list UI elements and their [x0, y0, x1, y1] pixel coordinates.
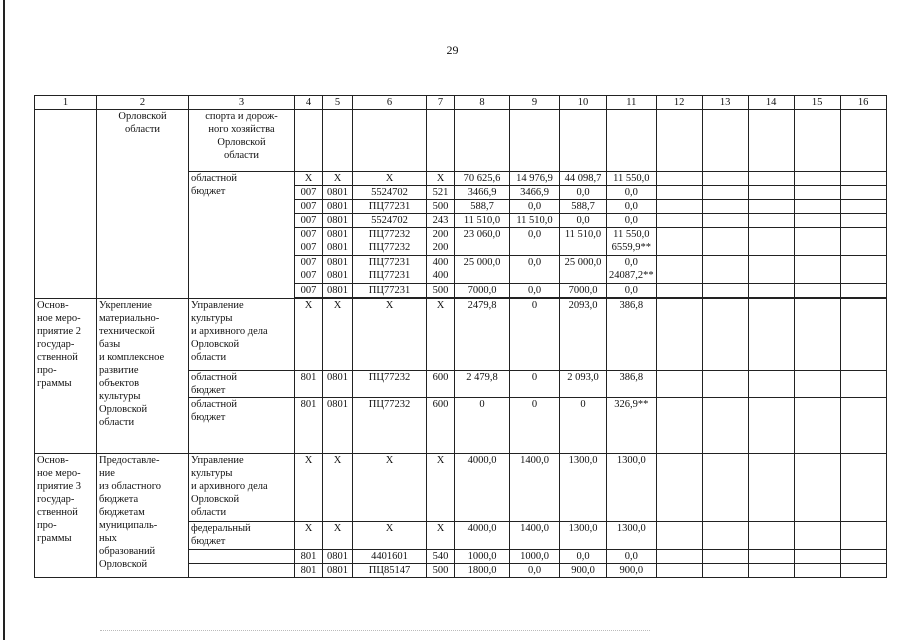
cell-c5: 0801: [323, 398, 353, 454]
empty-cell: [840, 214, 886, 228]
empty-cell: [656, 172, 702, 186]
cell-c5: 0801 0801: [323, 228, 353, 256]
cell-c6: Х: [353, 454, 427, 522]
cell-c10: 1300,0: [560, 522, 607, 550]
cell-c5: 0801: [323, 284, 353, 298]
empty-cell: [702, 398, 748, 454]
cell-col3: [189, 550, 295, 564]
column-header: 12: [656, 96, 702, 110]
cell-c4: 801: [295, 398, 323, 454]
empty-cell: [748, 371, 794, 398]
empty-cell: [794, 550, 840, 564]
table-header-row: [35, 96, 887, 110]
empty-cell: [656, 214, 702, 228]
empty-cell: [840, 454, 886, 522]
cell-col3: Управление культуры и архивного дела Орловской области: [189, 454, 295, 522]
cell-c8: 11 510,0: [455, 214, 510, 228]
empty-cell: [702, 228, 748, 256]
column-header: 16: [840, 96, 886, 110]
cell-c7: Х: [427, 454, 455, 522]
cell-c8: 7000,0: [455, 284, 510, 298]
page-edge-line: [3, 0, 5, 640]
cell-c9: 0: [510, 299, 560, 371]
empty-cell: [794, 371, 840, 398]
cell-c7: 600: [427, 398, 455, 454]
column-header: 4: [295, 96, 323, 110]
cell-c4: Х: [295, 299, 323, 371]
cell-c7: 500: [427, 200, 455, 214]
cell-c5: 0801: [323, 214, 353, 228]
empty-cell: [794, 522, 840, 550]
empty-cell: [840, 186, 886, 200]
cell-c6: ПЦ77231 ПЦ77231: [353, 256, 427, 284]
cell-c10: 7000,0: [560, 284, 607, 298]
empty-cell: [794, 214, 840, 228]
empty-cell: [656, 522, 702, 550]
scan-noise-line: [100, 630, 650, 632]
empty-cell: [840, 299, 886, 371]
empty-cell: [748, 454, 794, 522]
cell-c11: 0,0: [607, 284, 657, 298]
cell-c8: 588,7: [455, 200, 510, 214]
cell-c7: 521: [427, 186, 455, 200]
cell-c11: 1300,0: [607, 454, 657, 522]
empty-cell: [656, 299, 702, 371]
cell-c6: ПЦ77232: [353, 398, 427, 454]
column-header: 11: [607, 96, 657, 110]
cell-c11: 11 550,0: [607, 172, 657, 186]
cell-c4: Х: [295, 454, 323, 522]
cell-c5: Х: [323, 454, 353, 522]
column-header: 9: [510, 96, 560, 110]
cell-c5: Х: [323, 522, 353, 550]
cell-c7: 540: [427, 550, 455, 564]
cell-c4: 007: [295, 186, 323, 200]
cell-col2: Орловской области: [97, 110, 189, 299]
empty-cell: [794, 256, 840, 284]
cell-c4: 007: [295, 284, 323, 298]
empty-cell: [353, 110, 427, 172]
empty-cell: [748, 299, 794, 371]
empty-cell: [748, 200, 794, 214]
cell-c5: 0801: [323, 186, 353, 200]
empty-cell: [748, 550, 794, 564]
cell-col3: [189, 564, 295, 578]
empty-cell: [748, 228, 794, 256]
column-header: 3: [189, 96, 295, 110]
empty-cell: [840, 564, 886, 578]
cell-c5: Х: [323, 172, 353, 186]
empty-cell: [840, 522, 886, 550]
cell-c6: Х: [353, 522, 427, 550]
cell-c11: 0,0: [607, 214, 657, 228]
empty-cell: [702, 186, 748, 200]
empty-cell: [748, 284, 794, 298]
empty-cell: [794, 186, 840, 200]
cell-c10: 0,0: [560, 186, 607, 200]
empty-cell: [560, 110, 607, 172]
cell-c5: 0801: [323, 371, 353, 398]
cell-c5: Х: [323, 299, 353, 371]
cell-c10: 2 093,0: [560, 371, 607, 398]
empty-cell: [702, 522, 748, 550]
cell-c6: 4401601: [353, 550, 427, 564]
cell-c8: 25 000,0: [455, 256, 510, 284]
cell-c7: 243: [427, 214, 455, 228]
cell-c10: 588,7: [560, 200, 607, 214]
empty-cell: [656, 454, 702, 522]
cell-c10: 0,0: [560, 214, 607, 228]
empty-cell: [840, 256, 886, 284]
empty-cell: [702, 284, 748, 298]
column-header: 15: [794, 96, 840, 110]
cell-c4: Х: [295, 522, 323, 550]
empty-cell: [702, 214, 748, 228]
cell-c7: 600: [427, 371, 455, 398]
cell-col3: спорта и дорож- ного хозяйства Орловской области: [189, 110, 295, 172]
empty-cell: [840, 371, 886, 398]
column-header: 1: [35, 96, 97, 110]
cell-c6: 5524702: [353, 214, 427, 228]
cell-c7: 400 400: [427, 256, 455, 284]
cell-c4: 007 007: [295, 256, 323, 284]
column-header: 7: [427, 96, 455, 110]
cell-c5: 0801: [323, 550, 353, 564]
empty-cell: [748, 398, 794, 454]
empty-cell: [656, 256, 702, 284]
cell-col3: областной бюджет: [189, 371, 295, 398]
empty-cell: [794, 454, 840, 522]
empty-cell: [323, 110, 353, 172]
cell-c10: 2093,0: [560, 299, 607, 371]
cell-c11: 386,8: [607, 371, 657, 398]
cell-c5: 0801 0801: [323, 256, 353, 284]
empty-cell: [794, 110, 840, 172]
cell-col1: Основ- ное меро- приятие 3 государ- ственной про- граммы: [35, 454, 97, 578]
empty-cell: [840, 110, 886, 172]
empty-cell: [607, 110, 657, 172]
empty-cell: [794, 299, 840, 371]
empty-cell: [748, 186, 794, 200]
cell-c11: 0,0 24087,2**: [607, 256, 657, 284]
empty-cell: [748, 214, 794, 228]
empty-cell: [748, 172, 794, 186]
cell-c5: 0801: [323, 564, 353, 578]
cell-c10: 44 098,7: [560, 172, 607, 186]
cell-c8: 4000,0: [455, 522, 510, 550]
budget-table: [34, 95, 887, 578]
cell-c9: 1400,0: [510, 454, 560, 522]
empty-cell: [794, 228, 840, 256]
empty-cell: [656, 284, 702, 298]
cell-c7: 500: [427, 284, 455, 298]
cell-c11: 0,0: [607, 550, 657, 564]
cell-c7: Х: [427, 172, 455, 186]
column-header: 14: [748, 96, 794, 110]
cell-c9: 0,0: [510, 284, 560, 298]
cell-c11: 386,8: [607, 299, 657, 371]
empty-cell: [840, 550, 886, 564]
cell-c8: 1800,0: [455, 564, 510, 578]
cell-c4: 007 007: [295, 228, 323, 256]
page-number: 29: [446, 43, 459, 57]
column-header: 10: [560, 96, 607, 110]
cell-c4: Х: [295, 172, 323, 186]
cell-c8: 23 060,0: [455, 228, 510, 256]
empty-cell: [427, 110, 455, 172]
cell-c9: 1000,0: [510, 550, 560, 564]
empty-cell: [702, 172, 748, 186]
empty-cell: [455, 110, 510, 172]
empty-cell: [794, 564, 840, 578]
cell-c6: 5524702: [353, 186, 427, 200]
cell-c11: 0,0: [607, 200, 657, 214]
cell-c7: 500: [427, 564, 455, 578]
empty-cell: [702, 564, 748, 578]
cell-col3: Управление культуры и архивного дела Орловской области: [189, 299, 295, 371]
column-header: 8: [455, 96, 510, 110]
empty-cell: [840, 172, 886, 186]
empty-cell: [656, 398, 702, 454]
cell-c7: Х: [427, 299, 455, 371]
cell-c10: 900,0: [560, 564, 607, 578]
cell-c11: 0,0: [607, 186, 657, 200]
cell-c4: 801: [295, 550, 323, 564]
table-row: [35, 299, 887, 371]
cell-c10: 1300,0: [560, 454, 607, 522]
cell-c9: 14 976,9: [510, 172, 560, 186]
cell-c8: 2 479,8: [455, 371, 510, 398]
cell-c11: 1300,0: [607, 522, 657, 550]
empty-cell: [295, 110, 323, 172]
empty-cell: [794, 398, 840, 454]
cell-c10: 0,0: [560, 550, 607, 564]
cell-c9: 0,0: [510, 200, 560, 214]
cell-c8: 70 625,6: [455, 172, 510, 186]
cell-c4: 007: [295, 214, 323, 228]
cell-col1: [35, 110, 97, 299]
cell-c11: 11 550,0 6559,9**: [607, 228, 657, 256]
cell-c8: 1000,0: [455, 550, 510, 564]
empty-cell: [702, 454, 748, 522]
cell-col3: областной бюджет: [189, 398, 295, 454]
cell-c4: 801: [295, 564, 323, 578]
empty-cell: [748, 522, 794, 550]
empty-cell: [702, 256, 748, 284]
cell-c10: 0: [560, 398, 607, 454]
empty-cell: [748, 256, 794, 284]
empty-cell: [702, 550, 748, 564]
table-row: [35, 454, 887, 522]
empty-cell: [702, 299, 748, 371]
cell-c9: 3466,9: [510, 186, 560, 200]
cell-c9: 0,0: [510, 564, 560, 578]
empty-cell: [748, 564, 794, 578]
empty-cell: [794, 200, 840, 214]
cell-c11: 326,9**: [607, 398, 657, 454]
cell-c4: 007: [295, 200, 323, 214]
cell-col3: федеральный бюджет: [189, 522, 295, 550]
cell-c7: 200 200: [427, 228, 455, 256]
empty-cell: [840, 284, 886, 298]
cell-col1: Основ- ное меро- приятие 2 государ- ственной про- граммы: [35, 299, 97, 454]
cell-col2: Предоставле- ние из областного бюджета бюджетам муниципаль- ных образований Орловской: [97, 454, 189, 578]
cell-c8: 4000,0: [455, 454, 510, 522]
cell-c11: 900,0: [607, 564, 657, 578]
cell-c9: 0,0: [510, 256, 560, 284]
cell-c8: 2479,8: [455, 299, 510, 371]
empty-cell: [702, 200, 748, 214]
cell-c10: 25 000,0: [560, 256, 607, 284]
cell-c10: 11 510,0: [560, 228, 607, 256]
cell-c9: 0: [510, 398, 560, 454]
cell-c6: ПЦ77231: [353, 200, 427, 214]
cell-c6: ПЦ77232: [353, 371, 427, 398]
empty-cell: [656, 110, 702, 172]
cell-c6: ПЦ77232 ПЦ77232: [353, 228, 427, 256]
empty-cell: [656, 186, 702, 200]
cell-c4: 801: [295, 371, 323, 398]
cell-c7: Х: [427, 522, 455, 550]
cell-c6: ПЦ77231: [353, 284, 427, 298]
column-header: 6: [353, 96, 427, 110]
empty-cell: [656, 228, 702, 256]
cell-c9: 0,0: [510, 228, 560, 256]
cell-c6: Х: [353, 299, 427, 371]
empty-cell: [748, 110, 794, 172]
cell-c8: 0: [455, 398, 510, 454]
empty-cell: [840, 228, 886, 256]
empty-cell: [510, 110, 560, 172]
empty-cell: [702, 371, 748, 398]
cell-c5: 0801: [323, 200, 353, 214]
empty-cell: [702, 110, 748, 172]
cell-c9: 1400,0: [510, 522, 560, 550]
column-header: 13: [702, 96, 748, 110]
cell-col2: Укрепление материально- технической базы и комплексное развитие объектов культуры Орловской области: [97, 299, 189, 454]
column-header: 2: [97, 96, 189, 110]
empty-cell: [794, 284, 840, 298]
empty-cell: [840, 200, 886, 214]
empty-cell: [656, 200, 702, 214]
column-header: 5: [323, 96, 353, 110]
empty-cell: [656, 550, 702, 564]
cell-c6: ПЦ85147: [353, 564, 427, 578]
empty-cell: [656, 564, 702, 578]
empty-cell: [840, 398, 886, 454]
table-row: [35, 110, 887, 172]
cell-c8: 3466,9: [455, 186, 510, 200]
cell-c9: 11 510,0: [510, 214, 560, 228]
empty-cell: [794, 172, 840, 186]
cell-c9: 0: [510, 371, 560, 398]
empty-cell: [656, 371, 702, 398]
cell-c6: Х: [353, 172, 427, 186]
cell-col3-source: областной бюджет: [189, 172, 295, 299]
